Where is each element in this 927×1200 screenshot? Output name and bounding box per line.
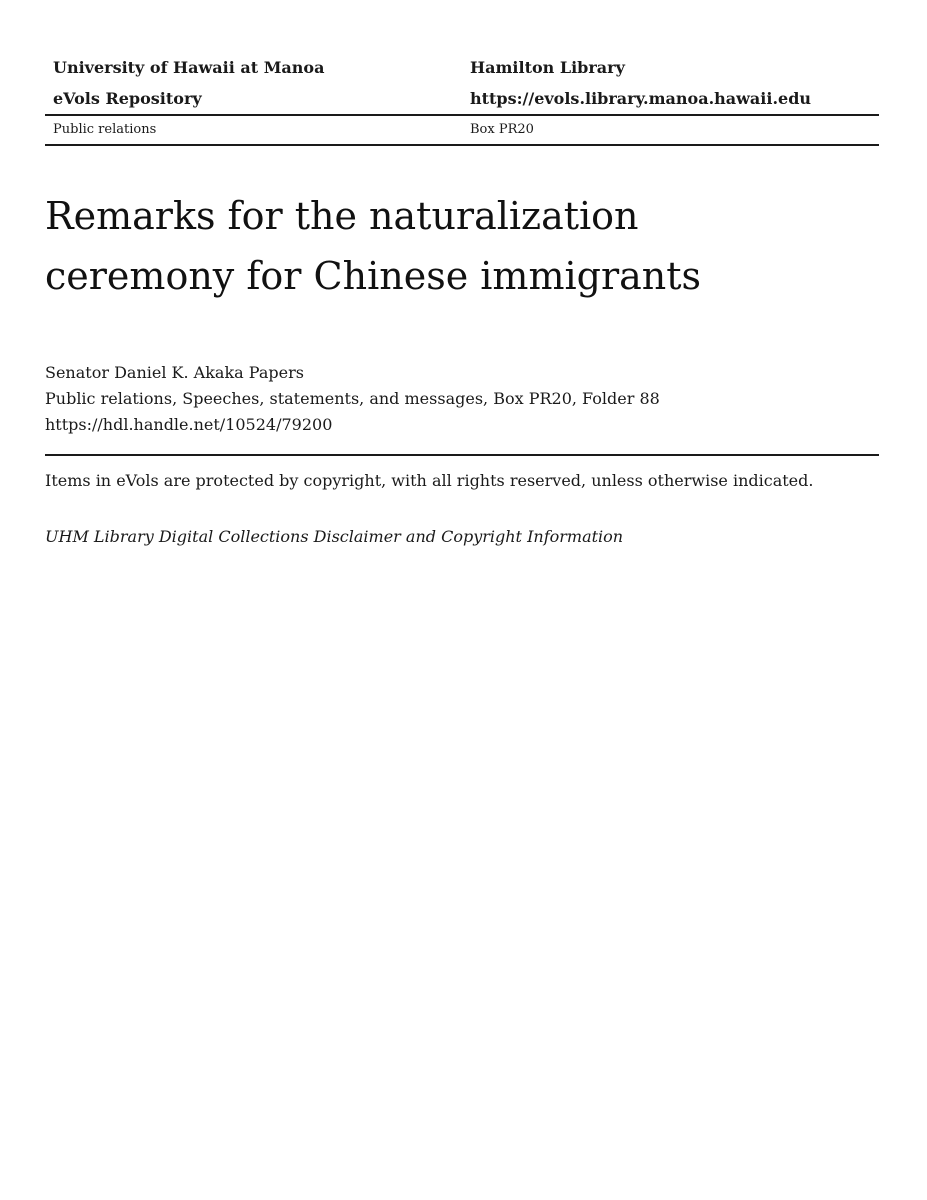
title-line-1: Remarks for the naturalization [45,194,639,238]
document-title [45,186,845,306]
title-line-2: ceremony for Chinese immigrants [45,254,702,298]
box-label: Box PR20 [470,122,534,137]
document-metadata [45,360,660,438]
repository-name: eVols Repository [53,89,202,108]
header-bottom-divider [45,144,879,146]
repository-url[interactable]: https://evols.library.manoa.hawaii.edu [470,89,812,108]
institution-name: University of Hawaii at Manoa [53,58,325,77]
folder-location: Public relations, Speeches, statements, and messages, Box PR20, Folder 88 [45,389,660,408]
library-name: Hamilton Library [470,58,625,77]
collection-name: Senator Daniel K. Akaka Papers [45,363,304,382]
series-name: Public relations [53,122,157,137]
metadata-divider [45,454,879,456]
disclaimer-link[interactable]: UHM Library Digital Collections Disclaimer and Copyright Information [45,527,624,546]
rights-statement: Items in eVols are protected by copyright, with all rights reserved, unless otherwise indicated. [45,471,814,490]
header-row-repository [45,83,879,114]
document-header [45,52,879,146]
handle-link[interactable]: https://hdl.handle.net/10524/79200 [45,415,333,434]
header-row-series [45,116,879,144]
header-row-institution [45,52,879,83]
